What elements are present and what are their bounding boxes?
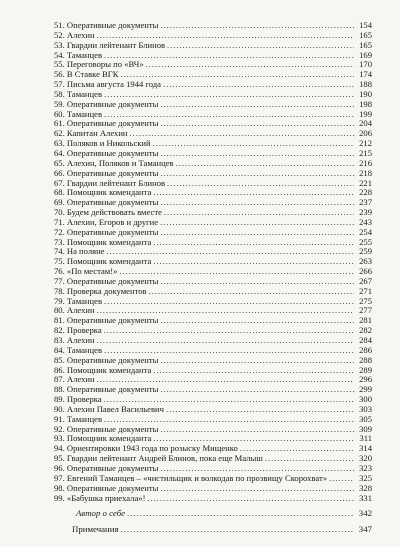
leader-dots [163,80,354,90]
toc-entry [54,326,372,336]
toc-entry-title: 94. Ориентировки 1943 года по розыску Мищенко [54,443,238,454]
leader-dots [160,277,354,287]
toc-entry-page: 328 [359,482,372,493]
toc-entry-author [54,505,372,521]
toc-entry-title: 57. Письма августа 1944 года [54,79,161,90]
toc-entry-title: 92. Оперативные документы [54,423,159,434]
toc-entry-page: 228 [359,187,372,198]
toc-entry-page: 169 [359,49,372,60]
toc-entry-page: 314 [359,443,372,454]
toc-entry-page: 198 [359,98,372,109]
toc-entry-title: 70. Будем действовать вместе [54,207,162,218]
toc-entry-page: 212 [359,138,372,149]
leader-dots [166,405,354,415]
toc-entry-title: 81. Оперативные документы [54,315,159,326]
toc-entry-page: 300 [359,394,372,405]
toc-entry-title: 87. Алехин [54,374,95,385]
toc-entry-page: 320 [359,453,372,464]
leader-dots [121,521,354,537]
toc-entry-title: 53. Гвардии лейтенант Блинов [54,39,166,50]
toc-entry-title: 56. В Ставке ВГК [54,69,119,80]
toc-entry-title: 58. Таманцев [54,88,103,99]
toc-entry-page: 284 [359,335,372,345]
leader-dots [127,505,354,521]
toc-entry-title: 80. Алехин [54,305,95,316]
toc-entry-title: 67. Гвардии лейтенант Блинов [54,177,166,188]
toc-entry-page: 215 [359,147,372,158]
toc-entry-title: 95. Гвардии лейтенант Андрей Блинов, пока еще Малыш [54,453,263,464]
toc-entry-title: 96. Оперативные документы [54,462,159,473]
toc-entry-title: 82. Проверка [54,325,102,336]
toc-entry [54,494,372,504]
toc-entry-title: 60. Таманцев [54,108,103,119]
toc-entry-title: 61. Оперативные документы [54,118,159,129]
leader-dots [149,287,354,297]
toc-entry-page: 281 [359,315,372,326]
leader-dots [160,228,354,238]
toc-entry-page: 263 [359,256,372,267]
toc-entry-page: 303 [359,403,372,414]
leader-dots [153,257,354,267]
toc-entry-page: 259 [359,246,372,257]
toc-entry-page: 266 [359,266,372,277]
toc-entry-page: 296 [359,374,372,385]
table-of-contents [54,21,372,503]
leader-dots [160,316,354,326]
toc-entry-title: 66. Оперативные документы [54,167,159,178]
toc-entry-page: 218 [359,167,372,178]
toc-entry-page: 347 [358,524,372,534]
toc-entry-page: 154 [359,20,372,30]
toc-entry-title: 99. «Бабушка приехала»! [54,492,146,503]
leader-dots [160,425,354,435]
toc-entry-page: 199 [359,108,372,119]
toc-entry-title: 79. Таманцев [54,295,103,306]
toc-entry-page: 325 [359,472,372,483]
leader-dots [147,494,354,504]
toc-entry-page: 331 [359,492,372,503]
toc-entry-page: 286 [359,344,372,355]
toc-entry-title: 88. Оперативные документы [54,384,159,395]
toc-entry-title: Примечания [72,524,119,534]
leader-dots [160,385,354,395]
toc-entry-page: 311 [359,433,372,444]
leader-dots [160,100,354,110]
leader-dots [160,21,354,31]
toc-entry-page: 221 [359,177,372,188]
toc-entry-page: 255 [359,236,372,247]
leader-dots [160,356,354,366]
toc-entry-page: 243 [359,216,372,227]
toc-entry-title: 93. Помощник коменданта [54,433,152,444]
toc-entry-page: 275 [359,295,372,306]
toc-entry-page: 342 [358,508,372,518]
toc-entry-title: 76. «По местам!» [54,266,118,277]
toc-entry-page: 204 [359,118,372,129]
toc-entry-title: 83. Алехин [54,335,95,345]
toc-entry-title: 59. Оперативные документы [54,98,159,109]
toc-entry-title: 62. Капитан Алехин [54,128,128,139]
leader-dots [160,218,354,228]
toc-entry-title: 54. Таманцев [54,49,103,60]
toc-entry-title: 72. Оперативные документы [54,226,159,237]
toc-entry-title: 90. Алехин Павел Васильевич [54,403,164,414]
toc-entry-page: 165 [359,29,372,40]
toc-entry-page: 165 [359,39,372,50]
toc-entry-title: 77. Оперативные документы [54,275,159,286]
toc-entry-title: 55. Переговоры по «ВЧ» [54,59,144,70]
toc-entry-page: 309 [359,423,372,434]
toc-entry-page: 206 [359,128,372,139]
toc-entry-title: Автор о себе [76,508,126,518]
toc-entry-page: 239 [359,207,372,218]
toc-back-matter [54,505,372,537]
leader-dots [160,169,354,179]
toc-entry-page: 170 [359,59,372,70]
toc-entry-title: 85. Оперативные документы [54,354,159,365]
leader-dots [104,297,354,307]
toc-entry-title: 91. Таманцев [54,413,103,424]
leader-dots [265,454,354,464]
leader-dots [104,326,354,336]
leader-dots [97,336,354,346]
leader-dots [329,474,354,484]
toc-entry-title: 52. Алехин [54,29,95,40]
toc-entry-title: 78. Проверка документов [54,285,147,296]
leader-dots [167,179,354,189]
toc-entry-title: 89. Проверка [54,394,102,405]
toc-entry [54,366,372,376]
toc-entry-page: 188 [359,79,372,90]
toc-entry-title: 69. Оперативные документы [54,197,159,208]
toc-entry-page: 190 [359,88,372,99]
toc-entry-page: 267 [359,275,372,286]
toc-entry-title: 98. Оперативные документы [54,482,159,493]
leader-dots [153,139,354,149]
toc-entry-page: 299 [359,384,372,395]
leader-dots [160,149,354,159]
leader-dots [153,238,354,248]
toc-entry-title: 51. Оперативные документы [54,20,159,30]
toc-entry-title: 64. Оперативные документы [54,147,159,158]
toc-entry-page: 237 [359,197,372,208]
toc-entry-page: 271 [359,285,372,296]
leader-dots [160,119,354,129]
leader-dots [130,129,354,139]
toc-entry-page: 288 [359,354,372,365]
toc-entry-title: 68. Помощник коменданта [54,187,152,198]
toc-entry-page: 289 [359,364,372,375]
toc-entry-title: 65. Алехин, Поляков и Таманцев [54,157,174,168]
toc-entry-page: 174 [359,69,372,80]
leader-dots [164,208,354,218]
toc-entry-title: 63. Поляков и Никольский [54,138,151,149]
toc-entry [54,21,372,31]
toc-entry-page: 323 [359,462,372,473]
leader-dots [153,188,354,198]
leader-dots [160,198,354,208]
toc-entry [54,297,372,307]
toc-entry-title: 73. Помощник коменданта [54,236,152,247]
toc-entry-title: 84. Таманцев [54,344,103,355]
leader-dots [160,484,354,494]
leader-dots [167,41,354,51]
leader-dots [153,366,354,376]
toc-entry-title: 75. Помощник коменданта [54,256,152,267]
toc-entry-title: 97. Евгений Таманцев – «чистильщик и волкодав по прозвищу Скорохват» [54,472,327,483]
toc-entry-title: 86. Помощник коменданта [54,364,152,375]
toc-entry-page: 277 [359,305,372,316]
toc-entry-page: 254 [359,226,372,237]
toc-entry-title: 71. Алехин, Егоров и другие [54,216,159,227]
toc-entry-page: 216 [359,157,372,168]
leader-dots [146,60,354,70]
toc-entry-notes [54,521,372,537]
toc-entry-title: 74. На поляне [54,246,105,257]
toc-entry-page: 282 [359,325,372,336]
leader-dots [176,159,354,169]
toc-entry-page: 305 [359,413,372,424]
